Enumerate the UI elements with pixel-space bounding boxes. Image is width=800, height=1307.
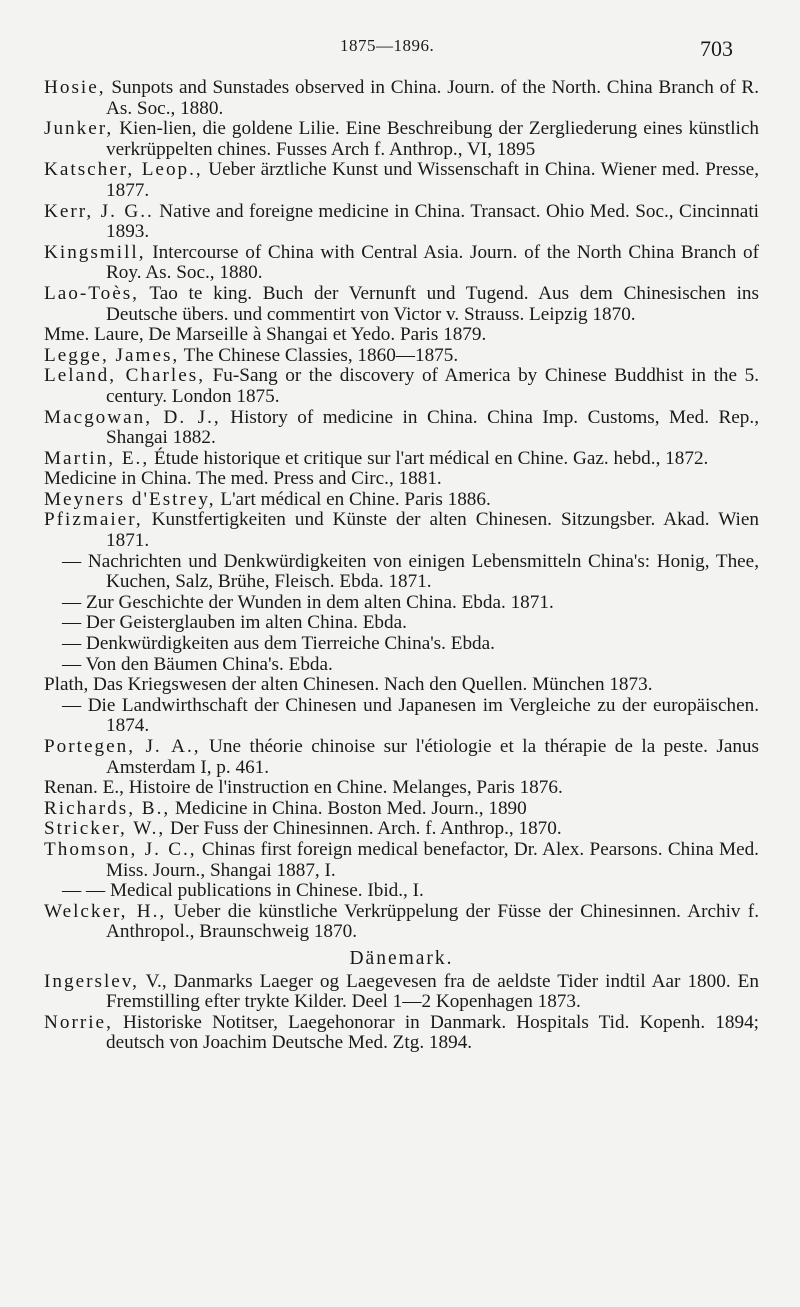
bibliography-entries-china	[44, 78, 759, 943]
bibliography-entry	[44, 840, 759, 881]
entry-text: Ueber die künstliche Verkrüppelung der Füsse der Chinesinnen. Archiv f. Anthropol., Braunschweig 1870.	[106, 900, 759, 943]
bibliography-entry	[44, 490, 759, 511]
bibliography-entry	[44, 881, 759, 902]
bibliography-entry	[44, 325, 759, 346]
entry-author: Junker,	[44, 118, 114, 140]
entry-text: Medicine in China. The med. Press and Circ., 1881.	[44, 468, 442, 490]
entry-author: Hosie,	[44, 77, 106, 98]
bibliography-entry	[44, 346, 759, 367]
bibliography-entry	[44, 408, 759, 449]
entry-author: Norrie,	[44, 1011, 113, 1033]
entry-text: History of medicine in China. China Imp. Customs, Med. Rep., Shangai 1882.	[106, 406, 759, 449]
bibliography-entry	[44, 819, 759, 840]
bibliography-entry	[44, 449, 759, 470]
entry-author: Kerr, J. G..	[44, 200, 154, 222]
bibliography-entry	[44, 799, 759, 820]
bibliography-list	[44, 78, 759, 1054]
entry-author: Thomson, J. C.,	[44, 838, 197, 860]
bibliography-entry	[44, 613, 759, 634]
entry-text: Native and foreigne medicine in China. Transact. Ohio Med. Soc., Cincinnati 1893.	[106, 200, 759, 243]
running-head-years: 1875—1896.	[340, 36, 435, 55]
entry-author: Leland, Charles,	[44, 365, 206, 387]
entry-author: Richards, B.,	[44, 797, 171, 819]
entry-text: Historiske Notitser, Laegehonorar in Danmark. Hospitals Tid. Kopenh. 1894; deutsch von Joachim Deutsche Med. Ztg. 1894.	[106, 1011, 759, 1054]
running-head	[0, 30, 800, 66]
section-heading: Dänemark.	[349, 947, 454, 969]
entry-text: Medicine in China. Boston Med. Journ., 1890	[170, 797, 527, 819]
entry-text: Tao te king. Buch der Vernunft und Tugend. Aus dem Chinesischen ins Deutsche übers. und commentirt von Victor v. Strauss. Leipzig 1870.	[106, 282, 759, 325]
entry-text: — Der Geisterglauben im alten China. Ebda.	[62, 612, 407, 634]
entry-text: Chinas first foreign medical benefactor, Dr. Alex. Pearsons. China Med. Miss. Journ., Shangai 1887, I.	[106, 838, 759, 881]
entry-text: Mme. Laure, De Marseille à Shangai et Yedo. Paris 1879.	[44, 324, 487, 346]
bibliography-entry	[44, 366, 759, 407]
entry-text: — Denkwürdigkeiten aus dem Tierreiche China's. Ebda.	[62, 633, 495, 655]
bibliography-entry	[44, 634, 759, 655]
entry-author: Katscher, Leop.,	[44, 159, 203, 181]
entry-text: The Chinese Classies, 1860—1875.	[179, 344, 459, 366]
entry-author: Stricker, W.,	[44, 818, 166, 840]
bibliography-entry	[44, 160, 759, 201]
bibliography-entry	[44, 675, 759, 696]
bibliography-entry	[44, 202, 759, 243]
entry-author: Welcker, H.,	[44, 900, 167, 922]
entry-text: Der Fuss der Chinesinnen. Arch. f. Anthrop., 1870.	[165, 818, 562, 840]
bibliography-entry	[44, 78, 759, 119]
entry-text: — — Medical publications in Chinese. Ibid., I.	[62, 880, 424, 902]
bibliography-entry	[44, 778, 759, 799]
bibliography-entry	[44, 552, 759, 593]
entry-text: — Nachrichten und Denkwürdigkeiten von einigen Lebensmitteln China's: Honig, Thee, Kuchen, Salz, Brühe, Fleisch. Ebda. 1871.	[62, 550, 759, 593]
bibliography-entry	[44, 655, 759, 676]
entry-author: Meyners d'Estrey,	[44, 488, 216, 510]
entry-author: Macgowan, D. J.,	[44, 406, 221, 428]
entry-text: Étude historique et critique sur l'art médical en Chine. Gaz. hebd., 1872.	[149, 447, 709, 469]
entry-author: Portegen, J. A.,	[44, 736, 201, 757]
entry-text: Kien-lien, die goldene Lilie. Eine Beschreibung der Zergliederung eines künstlich verkrüppelten chines. Fusses Arch f. Anthrop., VI, 1895	[106, 118, 759, 160]
entry-text: — Von den Bäumen China's. Ebda.	[62, 653, 333, 675]
bibliography-entry	[44, 284, 759, 325]
entry-text: Intercourse of China with Central Asia. Journ. of the North China Branch of Roy. As. Soc., 1880.	[106, 241, 759, 284]
entry-text: Une théorie chinoise sur l'étiologie et la thérapie de la peste. Janus Amsterdam I, p. 461.	[106, 736, 759, 778]
entry-author: Martin, E.,	[44, 447, 150, 469]
bibliography-entry	[44, 243, 759, 284]
entry-text: Kunstfertigkeiten und Künste der alten Chinesen. Sitzungsber. Akad. Wien 1871.	[106, 509, 759, 552]
entry-text: — Die Landwirthschaft der Chinesen und Japanesen im Vergleiche zu der europäischen. 1874.	[62, 694, 759, 737]
entry-text: Fu-Sang or the discovery of America by Chinese Buddhist in the 5. century. London 1875.	[106, 365, 759, 407]
entry-author: Kingsmill,	[44, 241, 146, 263]
entry-text: L'art médical en Chine. Paris 1886.	[215, 488, 491, 510]
entry-text: Ueber ärztliche Kunst und Wissenschaft in China. Wiener med. Presse, 1877.	[106, 159, 759, 201]
bibliography-entries-denmark	[44, 972, 759, 1054]
bibliography-entry	[44, 510, 759, 551]
entry-author: Lao-Toès,	[44, 282, 139, 304]
entry-text: — Zur Geschichte der Wunden in dem alten China. Ebda. 1871.	[62, 591, 554, 613]
bibliography-entry	[44, 902, 759, 943]
bibliography-entry	[44, 1013, 759, 1054]
entry-text: V., Danmarks Laeger og Laegevesen fra de aeldste Tider indtil Aar 1800. En Fremstilling efter trykte Kilder. Deel 1—2 Kopenhagen 1873.	[106, 970, 759, 1013]
entry-text: Renan. E., Histoire de l'instruction en Chine. Melanges, Paris 1876.	[44, 777, 563, 799]
bibliography-entry	[44, 469, 759, 490]
bibliography-entry	[44, 593, 759, 614]
bibliography-entry	[44, 119, 759, 160]
entry-author: Pfizmaier,	[44, 509, 143, 531]
entry-text: Sunpots and Sunstades observed in China. Journ. of the North. China Branch of R. As. Soc., 1880.	[105, 77, 759, 119]
entry-author: Ingerslev,	[44, 970, 139, 992]
entry-text: Plath, Das Kriegswesen der alten Chinesen. Nach den Quellen. München 1873.	[44, 674, 653, 696]
page-number: 703	[700, 36, 733, 61]
entry-author: Legge, James,	[44, 344, 180, 366]
bibliography-entry	[44, 696, 759, 737]
bibliography-entry	[44, 737, 759, 778]
bibliography-entry	[44, 972, 759, 1013]
